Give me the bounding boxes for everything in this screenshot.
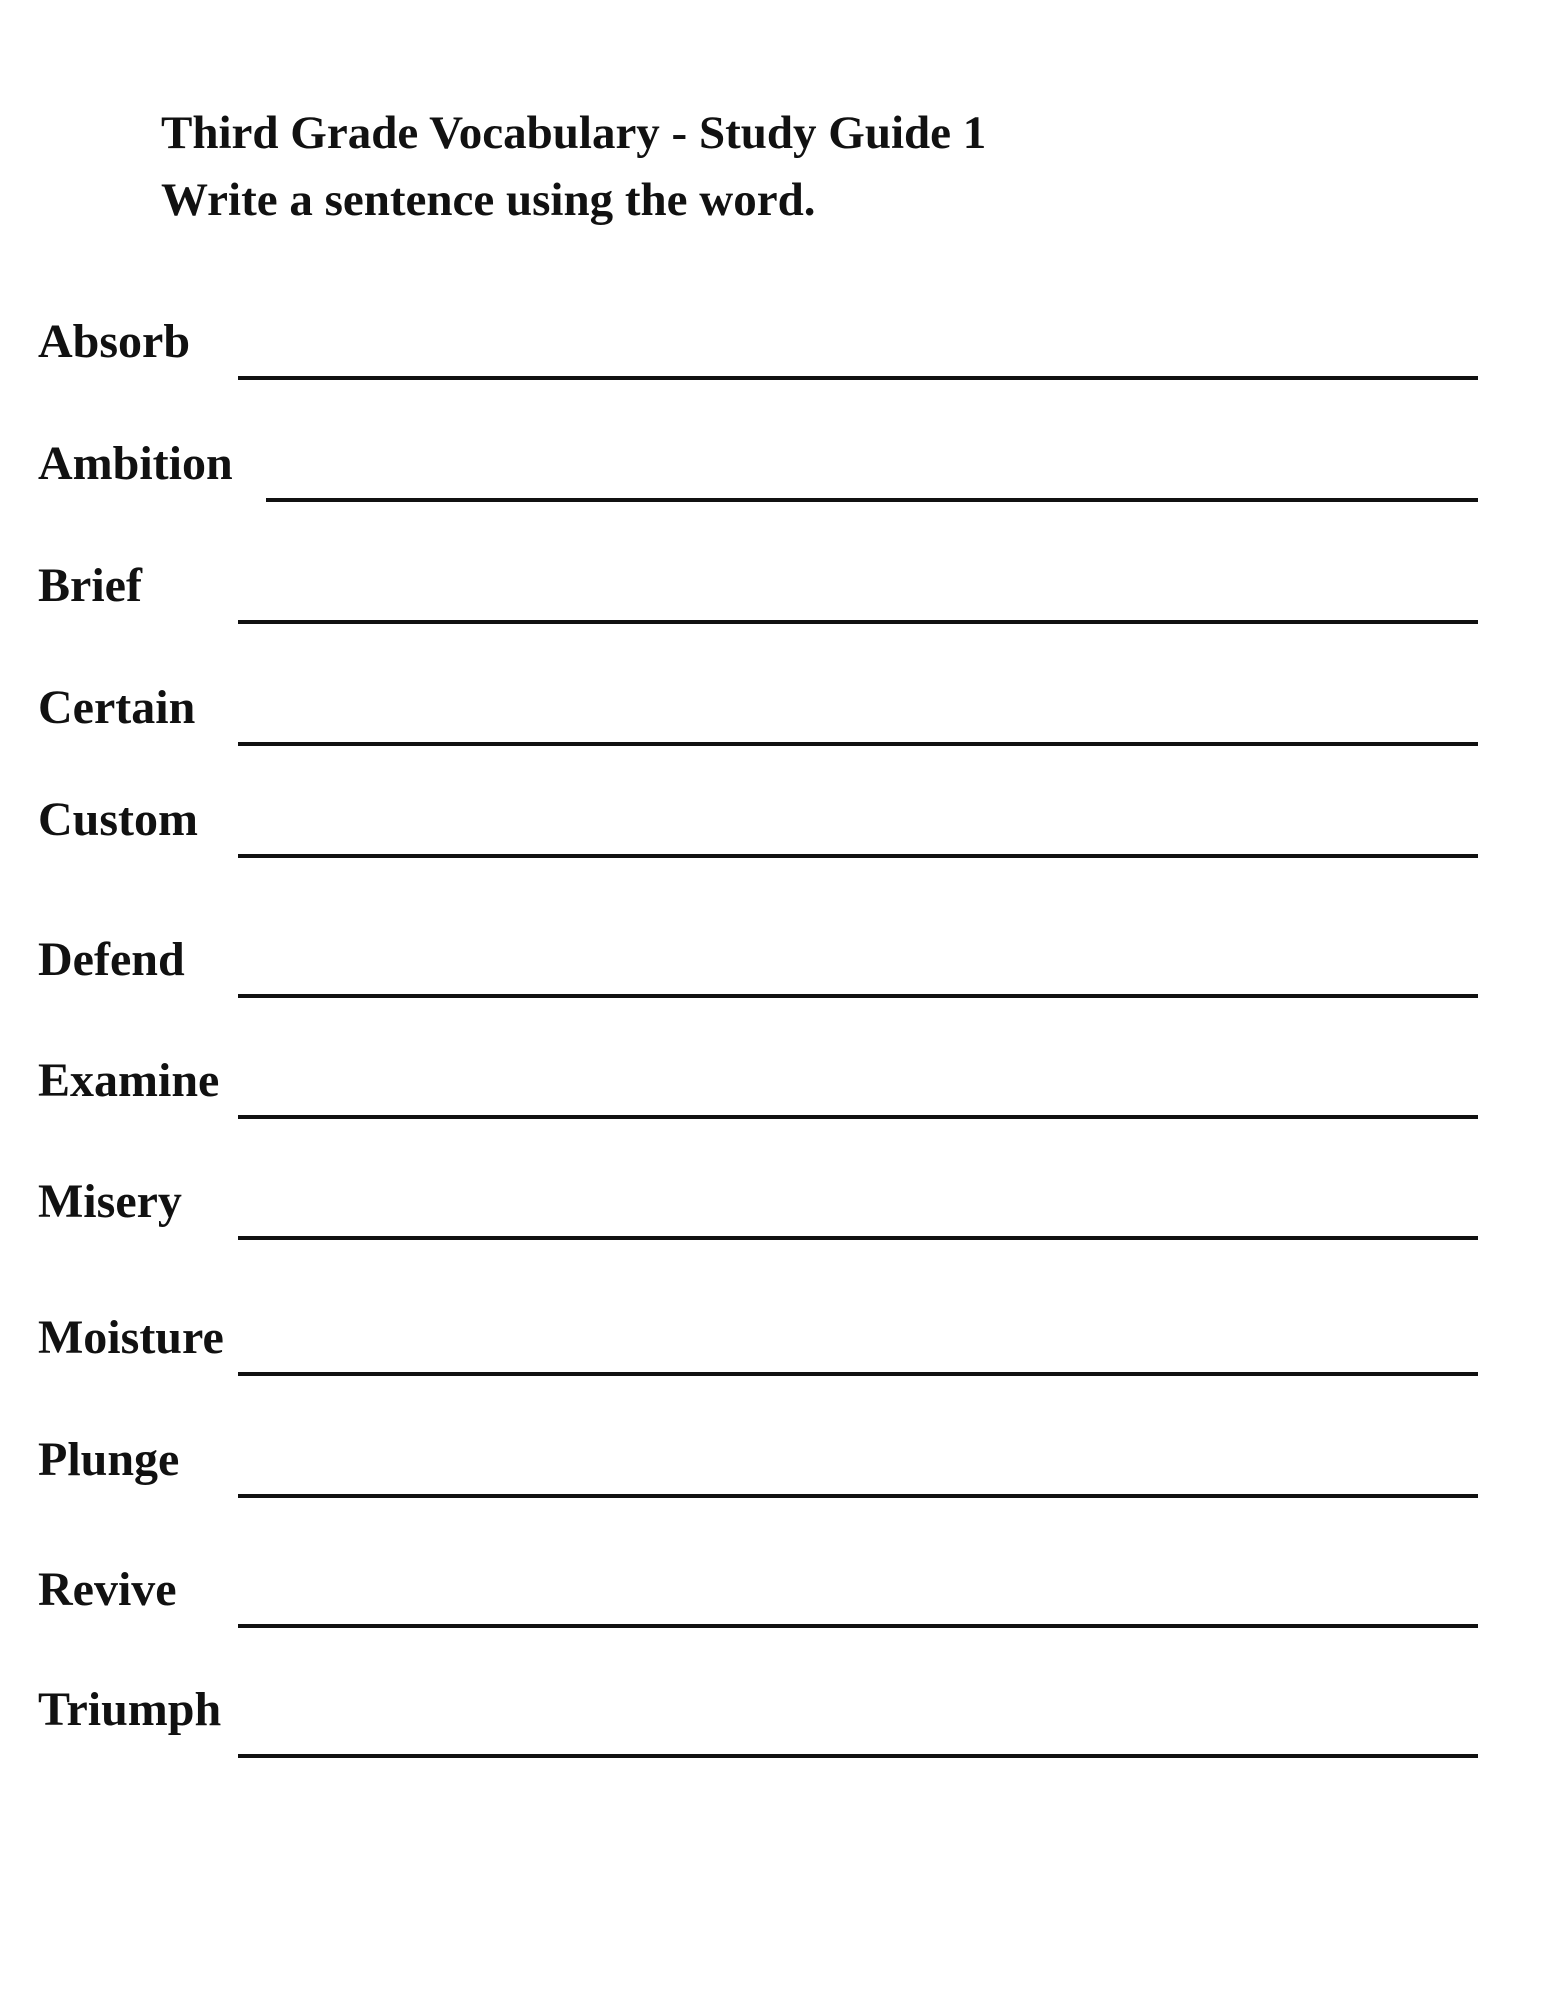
vocab-row-absorb bbox=[38, 300, 1478, 380]
answer-line[interactable] bbox=[238, 742, 1478, 746]
answer-line[interactable] bbox=[238, 620, 1478, 624]
answer-line[interactable] bbox=[238, 854, 1478, 858]
vocab-word: Certain bbox=[38, 681, 196, 734]
vocab-word: Revive bbox=[38, 1563, 177, 1616]
vocab-word: Defend bbox=[38, 933, 185, 986]
vocab-row-defend bbox=[38, 918, 1478, 998]
vocab-word: Misery bbox=[38, 1175, 182, 1228]
vocab-word: Plunge bbox=[38, 1433, 180, 1486]
vocab-row-ambition bbox=[38, 422, 1478, 502]
answer-line[interactable] bbox=[238, 1115, 1478, 1119]
instructions-text: Write a sentence using the word. bbox=[161, 174, 816, 226]
vocab-word: Triumph bbox=[38, 1683, 222, 1736]
answer-line[interactable] bbox=[266, 498, 1478, 502]
answer-line[interactable] bbox=[238, 1494, 1478, 1498]
answer-line[interactable] bbox=[238, 994, 1478, 998]
vocab-word: Absorb bbox=[38, 315, 191, 368]
vocab-row-custom bbox=[38, 778, 1478, 858]
vocab-word: Examine bbox=[38, 1054, 220, 1107]
answer-line[interactable] bbox=[238, 1624, 1478, 1628]
vocab-row-moisture bbox=[38, 1296, 1478, 1376]
answer-line[interactable] bbox=[238, 1372, 1478, 1376]
vocabulary-list bbox=[38, 0, 1478, 2000]
vocab-row-certain bbox=[38, 666, 1478, 746]
vocab-word: Custom bbox=[38, 793, 199, 846]
vocab-word: Brief bbox=[38, 559, 142, 612]
vocab-row-plunge bbox=[38, 1418, 1478, 1498]
vocab-row-triumph bbox=[38, 1678, 1478, 1758]
vocab-row-examine bbox=[38, 1039, 1478, 1119]
answer-line[interactable] bbox=[238, 376, 1478, 380]
answer-line[interactable] bbox=[238, 1236, 1478, 1240]
vocab-row-brief bbox=[38, 544, 1478, 624]
vocab-word: Ambition bbox=[38, 437, 233, 490]
vocab-row-misery bbox=[38, 1160, 1478, 1240]
vocab-word: Moisture bbox=[38, 1311, 224, 1364]
vocab-row-revive bbox=[38, 1548, 1478, 1628]
answer-line[interactable] bbox=[238, 1754, 1478, 1758]
page-title: Third Grade Vocabulary - Study Guide 1 bbox=[161, 107, 987, 159]
